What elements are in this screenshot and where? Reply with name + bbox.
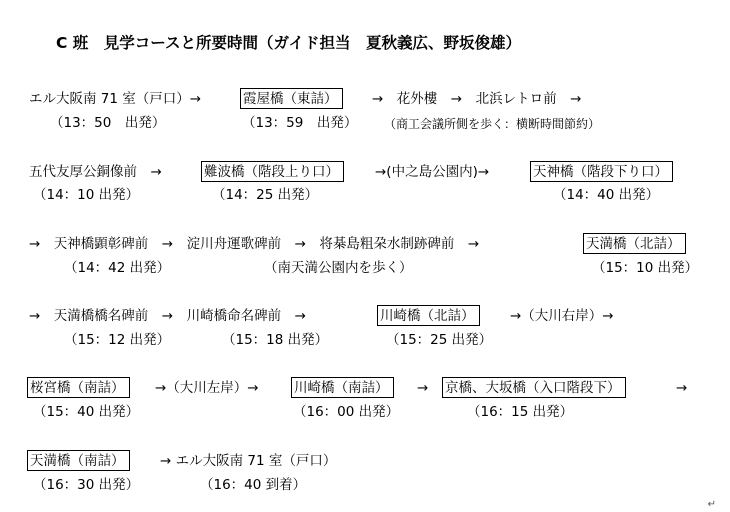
route-step: 五代友厚公銅像前 → — [29, 164, 162, 180]
return-mark-icon: ↵ — [707, 499, 716, 510]
boxed-stop: 川崎橋（北詰） — [377, 305, 480, 326]
arrival-time: （16：40 到着） — [200, 477, 307, 493]
boxed-stop: 桜宮橋（南詰） — [27, 377, 130, 398]
departure-time: （13：59 出発） — [242, 115, 358, 131]
route-step: → — [417, 380, 429, 396]
boxed-stop: 天満橋（南詰） — [27, 450, 130, 471]
departure-time: （14：40 出発） — [553, 187, 660, 203]
route-step: →（大川右岸）→ — [510, 308, 614, 324]
route-step: →(中之島公園内)→ — [375, 164, 490, 180]
boxed-stop: 霞屋橋（東詰） — [240, 88, 343, 109]
boxed-stop: 天神橋（階段下り口） — [530, 161, 673, 182]
page-title: C 班 見学コースと所要時間（ガイド担当 夏秋義広、野坂俊雄） — [56, 34, 522, 52]
departure-time: （14：10 出発） — [33, 187, 140, 203]
route-step: → 天満橋橋名碑前 → 川崎橋命名碑前 → — [29, 308, 306, 324]
route-step: → 天神橋顕彰碑前 → 淀川舟運歌碑前 → 将棊島粗朶水制跡碑前 → — [29, 236, 480, 252]
route-step: → — [676, 380, 688, 396]
route-step: → 花外樓 → 北浜レトロ前 → — [372, 91, 582, 107]
departure-time: （15：12 出発） — [64, 332, 171, 348]
boxed-stop: 難波橋（階段上り口） — [201, 161, 344, 182]
boxed-stop: 天満橋（北詰） — [583, 233, 686, 254]
boxed-stop: 京橋、大坂橋（入口階段下） — [442, 377, 626, 398]
route-step: → エル大阪南 71 室（戸口） — [160, 453, 337, 469]
departure-time: （16：00 出発） — [293, 404, 400, 420]
route-note: （商工会議所側を歩く：横断時間節約） — [384, 117, 601, 131]
route-step: →（大川左岸）→ — [155, 380, 259, 396]
departure-time: （15：40 出発） — [33, 404, 140, 420]
route-step: エル大阪南 71 室（戸口）→ — [29, 91, 202, 107]
route-note: （南天満公園内を歩く） — [264, 260, 413, 276]
departure-time: （14：42 出発） — [64, 260, 171, 276]
departure-time: （16：15 出発） — [467, 404, 574, 420]
departure-time: （15：18 出発） — [222, 332, 329, 348]
boxed-stop: 川崎橋（南詰） — [291, 377, 394, 398]
departure-time: （15：25 出発） — [386, 332, 493, 348]
departure-time: （13：50 出発） — [50, 115, 166, 131]
departure-time: （15：10 出発） — [592, 260, 699, 276]
departure-time: （16：30 出発） — [33, 477, 140, 493]
departure-time: （14：25 出発） — [212, 187, 319, 203]
